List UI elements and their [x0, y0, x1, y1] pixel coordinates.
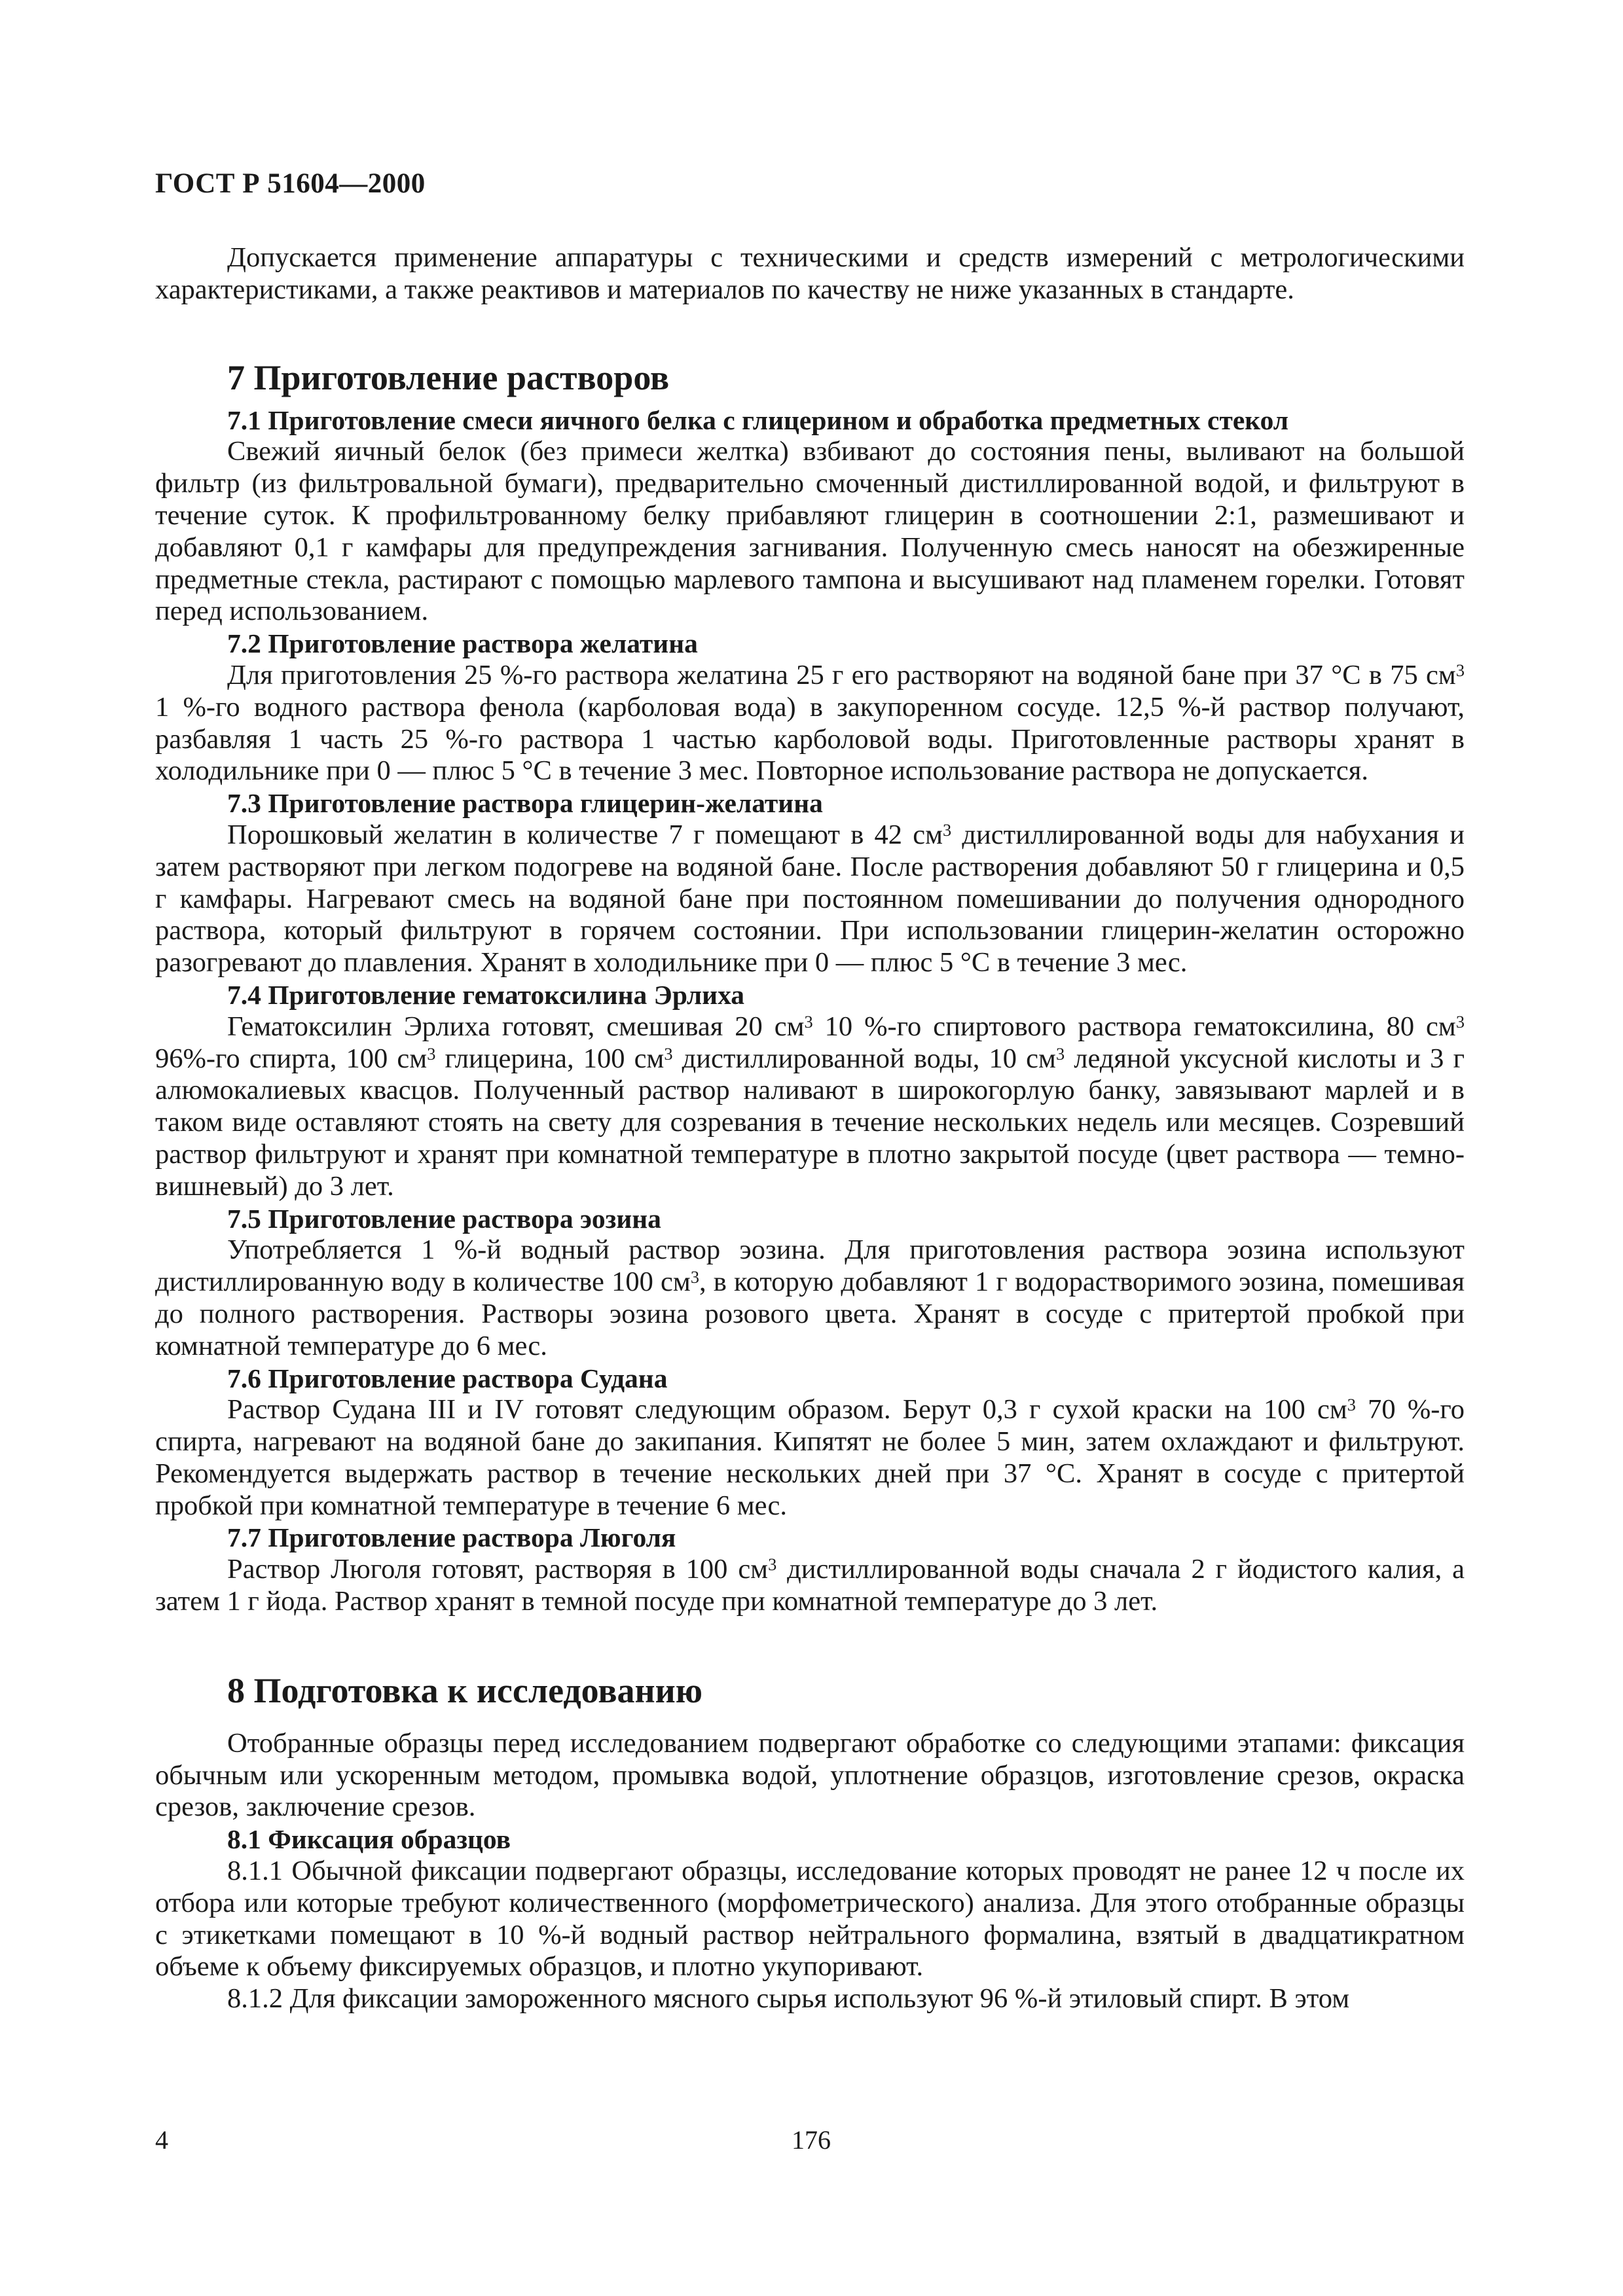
subsection-7-6-text: Раствор Судана III и IV готовят следующим образом. Берут 0,3 г сухой краски на 100 $см^3$ 70 %-го спирта, нагревают на водяной бане до закипания. Кипятят не более 5 мин, затем охлаждают и фильтруют. Рекомендуется выдержать раствор в течение нескольких дней при 37 °С. Хранят в сосуде с притертой пробкой при комнатной температуре в течение 6 мес. — [155, 1394, 1465, 1521]
subsection-7-5-text: Употребляется 1 %-й водный раствор эозина. Для приготовления раствора эозина используют дистиллированную воду в количестве 100 $см^3$, в которую добавляют 1 г водорастворимого эозина, помешивая до полного растворения. Растворы эозина розового цвета. Хранят в сосуде с притертой пробкой при комнатной температуре до 6 мес. — [155, 1234, 1465, 1361]
unit-exponent: 3 — [690, 1268, 699, 1287]
unit-exponent: 3 — [1455, 661, 1465, 681]
sheet-number: 176 — [792, 2125, 831, 2155]
subsection-7-6-title: 7.6 Приготовление раствора Судана — [227, 1363, 668, 1393]
subsection-8-1-title: 8.1 Фиксация образцов — [227, 1824, 511, 1855]
unit-exponent: 3 — [427, 1044, 436, 1064]
section-7-title: 7 Приготовление растворов — [227, 357, 670, 397]
subsection-7-5-title: 7.5 Приготовление раствора эозина — [227, 1203, 661, 1234]
unit-exponent: 3 — [1055, 1044, 1065, 1064]
section-8-intro: Отобранные образцы перед исследованием подвергают обработке со следующими этапами: фиксация обычным или ускоренным методом, промывка водой, уплотнение образцов, изготовление срезов, окраска срезов, заключение срезов. — [155, 1727, 1465, 1823]
unit-exponent: 3 — [943, 821, 952, 840]
subsection-7-4-title: 7.4 Приготовление гематоксилина Эрлиха — [227, 979, 745, 1010]
subsection-7-3-text: Порошковый желатин в количестве 7 г помещают в 42 $см^3$ дистиллированной воды для набухания и затем растворяют при легком подогреве на водяной бане. После растворения добавляют 50 г глицерина и 0,5 г камфары. Нагревают смесь на водяной бане при постоянном помешивании до получения однородного раствора, который фильтруют в горячем состоянии. При использовании глицерин-желатин осторожно разогревают до плавления. Хранят в холодильнике при 0 — плюс 5 °С в течение 3 мес. — [155, 819, 1465, 978]
intro-paragraph: Допускается применение аппаратуры с техническими и средств измерений с метрологическими характеристиками, а также реактивов и материалов по качеству не ниже указанных в стандарте. — [155, 242, 1465, 305]
subsection-7-3-title: 7.3 Приготовление раствора глицерин-желатина — [227, 788, 823, 819]
subsection-7-4-text: Гематоксилин Эрлиха готовят, смешивая 20 $см^3$ 10 %-го спиртового раствора гематоксилина, 80 $см^3$ 96%-го спирта, 100 $см^3$ глицерина, 100 $см^3$ дистиллированной воды, 10 $см^3$ ледяной уксусной кислоты и 3 г алюмокалиевых квасцов. Полученный раствор наливают в широкогорлую банку, завязывают марлей и в таком виде оставляют стоять на свету для созревания в течение нескольких недель или месяцев. Созревший раствор фильтруют и хранят при комнатной температуре в плотно закрытой посуде (цвет раствора — темно-вишневый) до 3 лет. — [155, 1011, 1465, 1202]
document-body — [155, 242, 1465, 2015]
unit-exponent: 3 — [1455, 1012, 1465, 1031]
standard-header: ГОСТ Р 51604—2000 — [155, 168, 426, 199]
subsection-7-1-title: 7.1 Приготовление смеси яичного белка с глицерином и обработка предметных стекол — [227, 404, 1289, 435]
section-8-title: 8 Подготовка к исследованию — [227, 1670, 702, 1710]
unit-exponent: 3 — [1347, 1395, 1356, 1415]
unit-exponent: 3 — [664, 1044, 673, 1064]
clause-8-1-1: 8.1.1 Обычной фиксации подвергают образцы, исследование которых проводят не ранее 12 ч после их отбора или которые требуют количественного (морфометрического) анализа. Для этого отобранные образцы с этикетками помещают в 10 %-й водный раствор нейтрального формалина, взятый в двадцатикратном объеме к объему фиксируемых образцов, и плотно укупоривают. — [155, 1856, 1465, 1982]
subsection-7-2-title: 7.2 Приготовление раствора желатина — [227, 628, 698, 659]
subsection-7-7-text: Раствор Люголя готовят, растворяя в 100 $см^3$ дистиллированной воды сначала 2 г йодистого калия, а затем 1 г йода. Раствор хранят в темной посуде при комнатной температуре до 3 лет. — [155, 1554, 1465, 1617]
unit-exponent: 3 — [768, 1555, 777, 1575]
subsection-7-2-text: Для приготовления 25 %-го раствора желатина 25 г его растворяют на водяной бане при 37 °С в 75 $см^3$ 1 %-го водного раствора фенола (карболовая вода) в закупоренном сосуде. 12,5 %-й раствор получают, разбавляя 1 часть 25 %-го раствора 1 частью карболовой воды. Приготовленные растворы хранят в холодильнике при 0 — плюс 5 °С в течение 3 мес. Повторное использование раствора не допускается. — [155, 659, 1465, 787]
subsection-7-1-text: Свежий яичный белок (без примеси желтка) взбивают до состояния пены, выливают на большой фильтр (из фильтровальной бумаги), предварительно смоченный дистиллированной водой, и фильтруют в течение суток. К профильтрованному белку прибавляют глицерин в соотношении 2:1, размешивают и добавляют 0,1 г камфары для предупреждения загнивания. Полученную смесь наносят на обезжиренные предметные стекла, растирают с помощью марлевого тампона и высушивают над пламенем горелки. Готовят перед использованием. — [155, 436, 1465, 627]
unit-exponent: 3 — [804, 1012, 813, 1031]
subsection-7-7-title: 7.7 Приготовление раствора Люголя — [227, 1522, 676, 1553]
clause-8-1-2: 8.1.2 Для фиксации замороженного мясного сырья используют 96 %-й этиловый спирт. В этом — [227, 1983, 1350, 2015]
page-number: 4 — [155, 2125, 168, 2155]
